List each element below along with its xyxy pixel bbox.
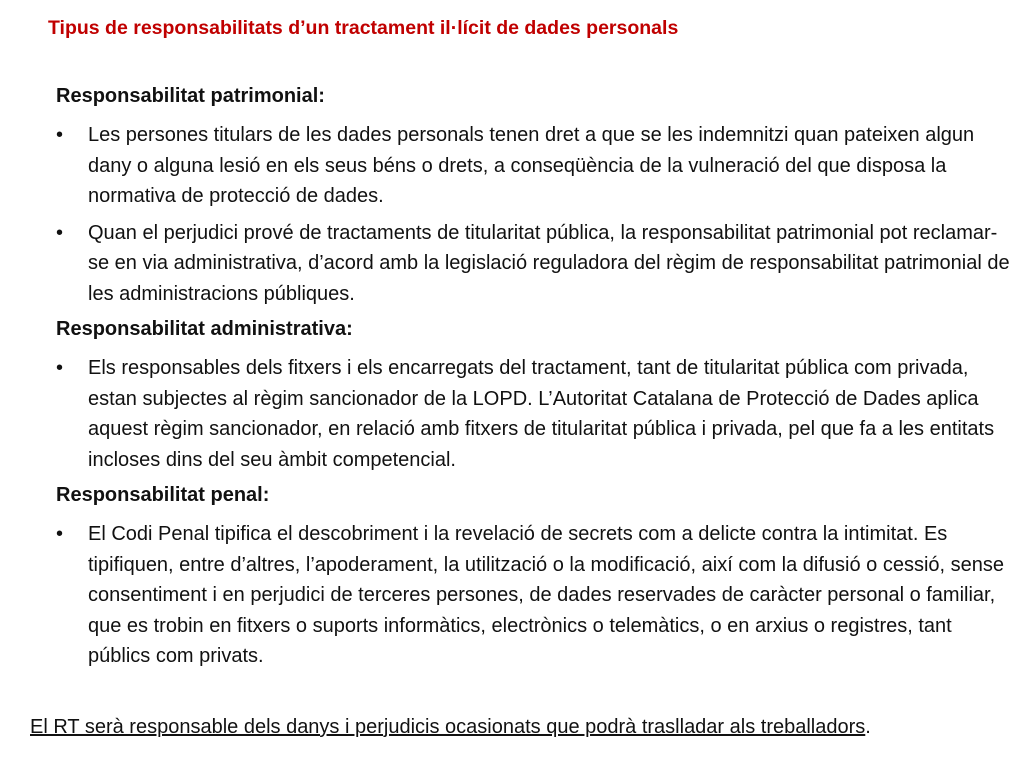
section-heading: Responsabilitat administrativa: <box>56 318 353 340</box>
footer-text: El RT serà responsable dels danys i perjudicis ocasionats que podrà traslladar als treballadors <box>30 716 866 738</box>
section-heading: Responsabilitat patrimonial: <box>56 85 325 107</box>
section-patrimonial <box>56 82 1016 309</box>
bullet-list <box>56 120 1016 309</box>
bullet-item <box>56 353 1016 475</box>
bullet-icon: • <box>56 221 64 244</box>
footer-note <box>30 713 871 741</box>
bullet-item <box>56 519 1016 672</box>
slide-content <box>56 82 1016 678</box>
bullet-text: Quan el perjudici prové de tractaments de titularitat pública, la responsabilitat patrimonial pot reclamar-se en via administrativa, d’acord amb la legislació reguladora del règim de responsabilitat patrimonial de les administracions públiques. <box>88 221 1010 305</box>
bullet-item <box>56 120 1016 212</box>
bullet-text: Els responsables dels fitxers i els encarregats del tractament, tant de titularitat pública com privada, estan subjectes al règim sancionador de la LOPD. L’Autoritat Catalana de Protecció de Dades aplica aquest règim sancionador, en relació amb fitxers de titularitat pública i privada, pel que fa a les entitats incloses dins del seu àmbit competencial. <box>88 357 995 471</box>
section-penal <box>56 481 1016 672</box>
bullet-icon: • <box>56 124 64 146</box>
bullet-icon: • <box>56 523 64 545</box>
bullet-list <box>56 353 1016 475</box>
slide-title: Tipus de responsabilitats d’un tractament il·lícit de dades personals <box>48 17 679 39</box>
section-administrativa <box>56 315 1016 475</box>
bullet-text: Les persones titulars de les dades personals tenen dret a que se les indemnitzi quan pateixen algun dany o alguna lesió en els seus béns o drets, a conseqüència de la vulneració del que disposa la normativa de protecció de dades. <box>88 124 975 207</box>
bullet-list <box>56 519 1016 672</box>
bullet-text: El Codi Penal tipifica el descobriment i la revelació de secrets com a delicte contra la intimitat. Es tipifiquen, entre d’altres, l’apoderament, la utilització o la modificació, així com la difusió o cessió, sense consentiment i en perjudici de terceres persones, de dades reservades de caràcter personal o familiar, que es trobin en fitxers o suports informàtics, electrònics o telemàtics, o en arxius o registres, tant públics com privats. <box>88 523 1005 667</box>
bullet-icon: • <box>56 357 64 379</box>
section-heading: Responsabilitat penal: <box>56 484 270 506</box>
bullet-item <box>56 218 1016 310</box>
footer-end: . <box>865 716 871 738</box>
